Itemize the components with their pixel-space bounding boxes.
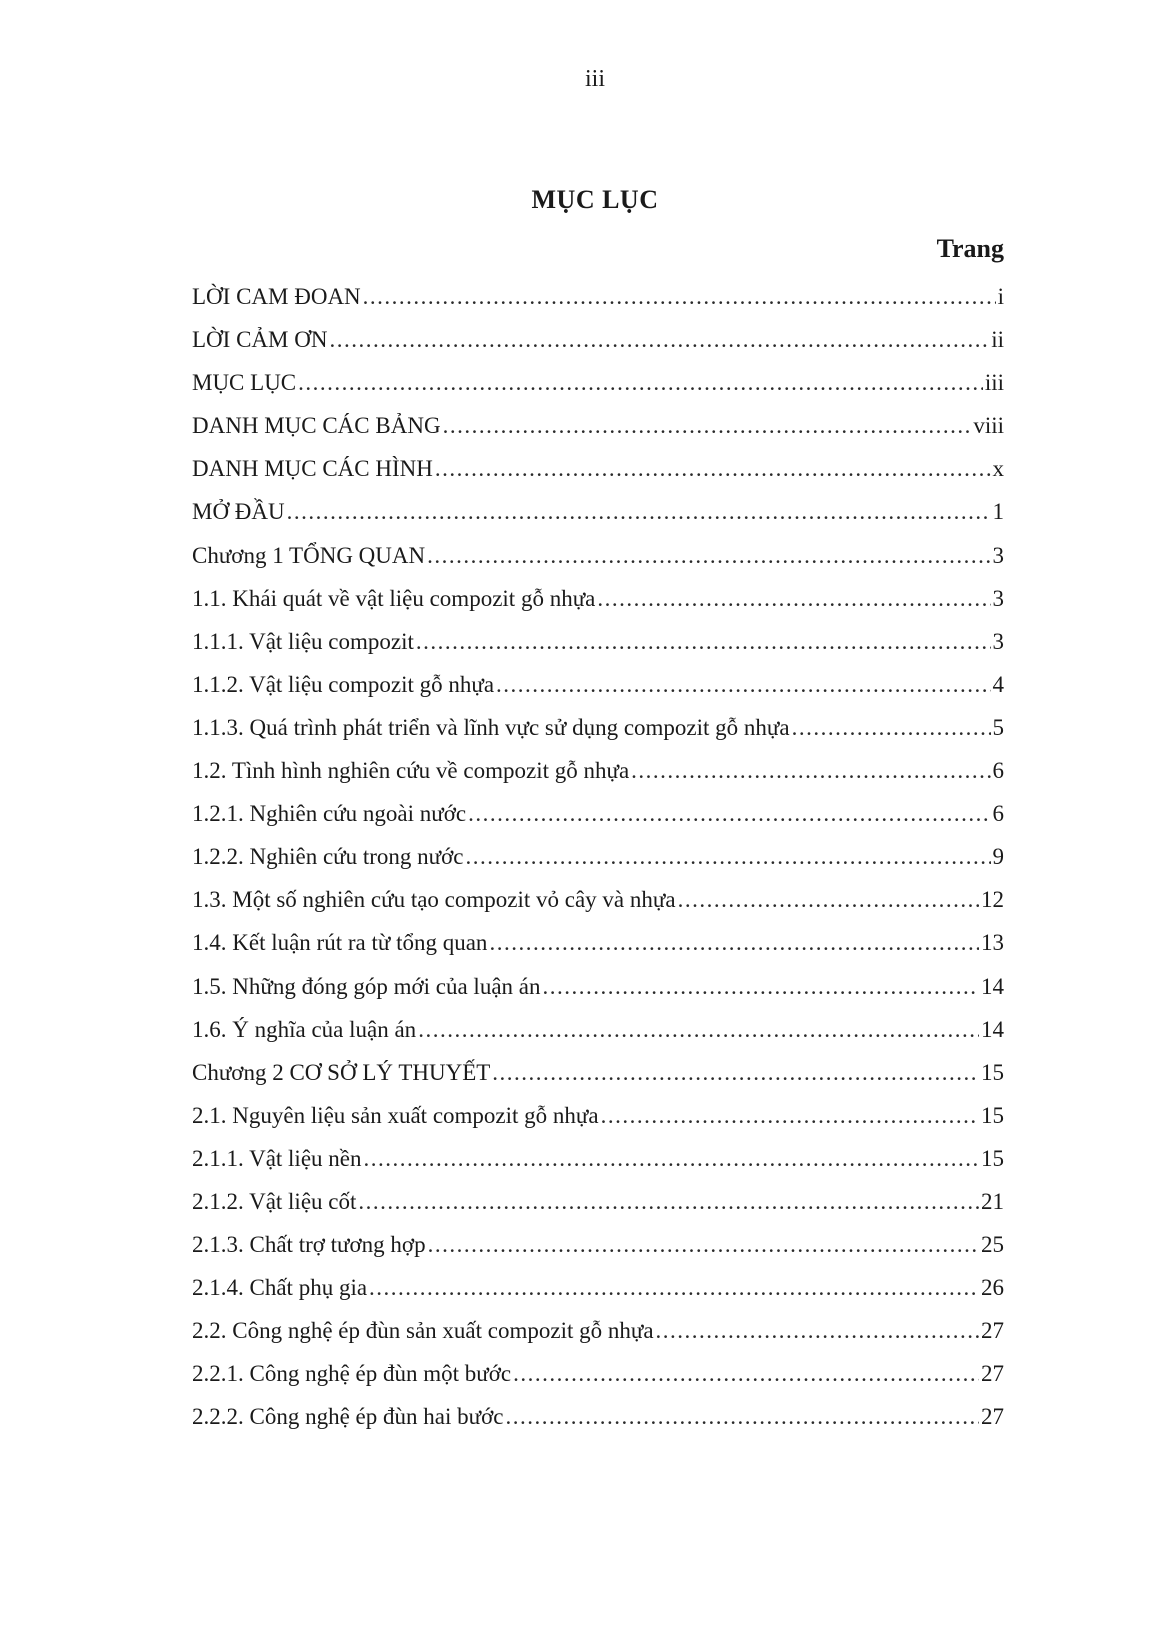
toc-entry-page: 27 xyxy=(981,1404,1004,1430)
toc-dot-leader xyxy=(298,366,983,400)
toc-dot-leader xyxy=(489,926,979,960)
toc-entry[interactable] xyxy=(192,668,1004,711)
toc-entry-label: 2.1.3. Chất trợ tương hợp xyxy=(192,1232,426,1258)
toc-entry[interactable] xyxy=(192,970,1004,1013)
toc-dot-leader xyxy=(513,1357,979,1391)
toc-entry-label: 1.6. Ý nghĩa của luận án xyxy=(192,1016,417,1042)
toc-dot-leader xyxy=(416,625,991,659)
toc-entry-label: DANH MỤC CÁC HÌNH xyxy=(192,456,433,482)
toc-entry-page: 15 xyxy=(981,1102,1004,1128)
toc-dot-leader xyxy=(496,668,990,702)
toc-entry[interactable] xyxy=(192,582,1004,625)
toc-entry[interactable] xyxy=(192,1099,1004,1142)
toc-entry-page: 21 xyxy=(981,1188,1004,1214)
toc-entry-page: 1 xyxy=(992,499,1004,525)
toc-entry-page: 12 xyxy=(981,887,1004,913)
toc-dot-leader xyxy=(369,1271,979,1305)
toc-entry-page: 6 xyxy=(992,801,1004,827)
toc-entry-label: 2.2. Công nghệ ép đùn sản xuất compozit gỗ nhựa xyxy=(192,1318,654,1344)
toc-entry[interactable] xyxy=(192,1185,1004,1228)
toc-dot-leader xyxy=(427,539,990,573)
toc-entry-page: 4 xyxy=(992,671,1004,697)
toc-entry-label: 1.2.1. Nghiên cứu ngoài nước xyxy=(192,801,467,827)
toc-dot-leader xyxy=(792,711,991,745)
toc-dot-leader xyxy=(656,1314,979,1348)
toc-entry-label: 2.2.2. Công nghệ ép đùn hai bước xyxy=(192,1404,504,1430)
toc-entry[interactable] xyxy=(192,711,1004,754)
toc-entry-page: 15 xyxy=(981,1059,1004,1085)
toc-entry-page: x xyxy=(992,456,1004,482)
toc-entry-page: 26 xyxy=(981,1275,1004,1301)
toc-dot-leader xyxy=(329,323,989,357)
toc-dot-leader xyxy=(364,1142,980,1176)
toc-entry[interactable] xyxy=(192,840,1004,883)
toc-entry[interactable] xyxy=(192,754,1004,797)
toc-entry[interactable] xyxy=(192,409,1004,452)
toc-entry-label: 2.1.1. Vật liệu nền xyxy=(192,1145,362,1171)
toc-entry-label: 2.2.1. Công nghệ ép đùn một bước xyxy=(192,1361,512,1387)
toc-entry-page: ii xyxy=(991,327,1004,353)
toc-entry-page: iii xyxy=(984,370,1004,396)
toc-entry-label: 1.1.2. Vật liệu compozit gỗ nhựa xyxy=(192,671,495,697)
toc-entry-page: 5 xyxy=(992,714,1004,740)
toc-dot-leader xyxy=(597,582,990,616)
toc-entry-label: MỤC LỤC xyxy=(192,370,297,396)
toc-entry[interactable] xyxy=(192,1056,1004,1099)
toc-entry[interactable] xyxy=(192,1013,1004,1056)
page-column-header: Trang xyxy=(936,234,1004,263)
toc-entry-label: 1.1.3. Quá trình phát triển và lĩnh vực sử dụng compozit gỗ nhựa xyxy=(192,714,790,740)
toc-entry-page: 27 xyxy=(981,1318,1004,1344)
toc-entry[interactable] xyxy=(192,883,1004,926)
toc-dot-leader xyxy=(468,797,990,831)
toc-dot-leader xyxy=(435,452,991,486)
toc-entry-page: 14 xyxy=(981,1016,1004,1042)
toc-entry-label: 2.1.2. Vật liệu cốt xyxy=(192,1188,357,1214)
toc-entry-page: 27 xyxy=(981,1361,1004,1387)
toc-entry-page: 15 xyxy=(981,1145,1004,1171)
toc-entry-label: 1.2.2. Nghiên cứu trong nước xyxy=(192,844,464,870)
toc-entry-page: viii xyxy=(973,413,1004,439)
toc-entry-page: 3 xyxy=(992,542,1004,568)
toc-entry[interactable] xyxy=(192,797,1004,840)
toc-entry[interactable] xyxy=(192,625,1004,668)
toc-entry[interactable] xyxy=(192,1228,1004,1271)
toc-entry-page: 6 xyxy=(992,758,1004,784)
toc-entry[interactable] xyxy=(192,1400,1004,1443)
toc-dot-leader xyxy=(358,1185,979,1219)
toc-entry[interactable] xyxy=(192,495,1004,538)
toc-entry[interactable] xyxy=(192,323,1004,366)
toc-entry-label: 2.1. Nguyên liệu sản xuất compozit gỗ nhựa xyxy=(192,1102,599,1128)
toc-entry-label: 1.4. Kết luận rút ra từ tổng quan xyxy=(192,930,488,956)
toc-entry-label: DANH MỤC CÁC BẢNG xyxy=(192,413,441,439)
toc-entry[interactable] xyxy=(192,926,1004,969)
toc-entry[interactable] xyxy=(192,452,1004,495)
toc-entry-page: i xyxy=(997,284,1004,309)
toc-dot-leader xyxy=(678,883,979,917)
toc-entry-label: Chương 1 TỔNG QUAN xyxy=(192,542,426,568)
toc-entry-label: 1.1.1. Vật liệu compozit xyxy=(192,628,414,654)
toc-entry-page: 9 xyxy=(992,844,1004,870)
toc-dot-leader xyxy=(287,495,991,529)
toc-dot-leader xyxy=(543,970,980,1004)
toc-entry-label: 1.5. Những đóng góp mới của luận án xyxy=(192,973,541,999)
toc-entry-page: 14 xyxy=(981,973,1004,999)
toc-dot-leader xyxy=(443,409,972,443)
toc-entry-label: LỜI CẢM ƠN xyxy=(192,327,328,353)
toc-entry[interactable] xyxy=(192,366,1004,409)
toc-entry-label: 1.3. Một số nghiên cứu tạo compozit vỏ cây và nhựa xyxy=(192,887,676,913)
toc-entry[interactable] xyxy=(192,539,1004,582)
toc-entry-label: 1.1. Khái quát về vật liệu compozit gỗ nhựa xyxy=(192,585,596,611)
toc-entry-label: LỜI CAM ĐOAN xyxy=(192,284,361,309)
toc-entry-label: Chương 2 CƠ SỞ LÝ THUYẾT xyxy=(192,1059,491,1085)
page-number: iii xyxy=(584,66,605,92)
toc-entry[interactable] xyxy=(192,1271,1004,1314)
toc-entry-label: MỞ ĐẦU xyxy=(192,499,285,525)
page-title: MỤC LỤC xyxy=(531,185,659,214)
toc-dot-leader xyxy=(363,280,996,314)
toc-entry[interactable] xyxy=(192,1314,1004,1357)
toc-entry-page: 25 xyxy=(981,1232,1004,1258)
toc-dot-leader xyxy=(428,1228,979,1262)
toc-entry[interactable] xyxy=(192,280,1004,323)
toc-dot-leader xyxy=(631,754,990,788)
toc-dot-leader xyxy=(466,840,991,874)
toc-entry-page: 13 xyxy=(981,930,1004,956)
toc-entry-label: 1.2. Tình hình nghiên cứu về compozit gỗ nhựa xyxy=(192,758,630,784)
toc-entry-page: 3 xyxy=(992,585,1004,611)
toc-dot-leader xyxy=(505,1400,979,1434)
toc-entry-label: 2.1.4. Chất phụ gia xyxy=(192,1275,368,1301)
toc-dot-leader xyxy=(601,1099,979,1133)
toc-entry[interactable] xyxy=(192,1142,1004,1185)
toc-entry-page: 3 xyxy=(992,628,1004,654)
toc-dot-leader xyxy=(492,1056,979,1090)
toc-dot-leader xyxy=(418,1013,979,1047)
table-of-contents xyxy=(192,280,1004,1444)
toc-entry[interactable] xyxy=(192,1357,1004,1400)
